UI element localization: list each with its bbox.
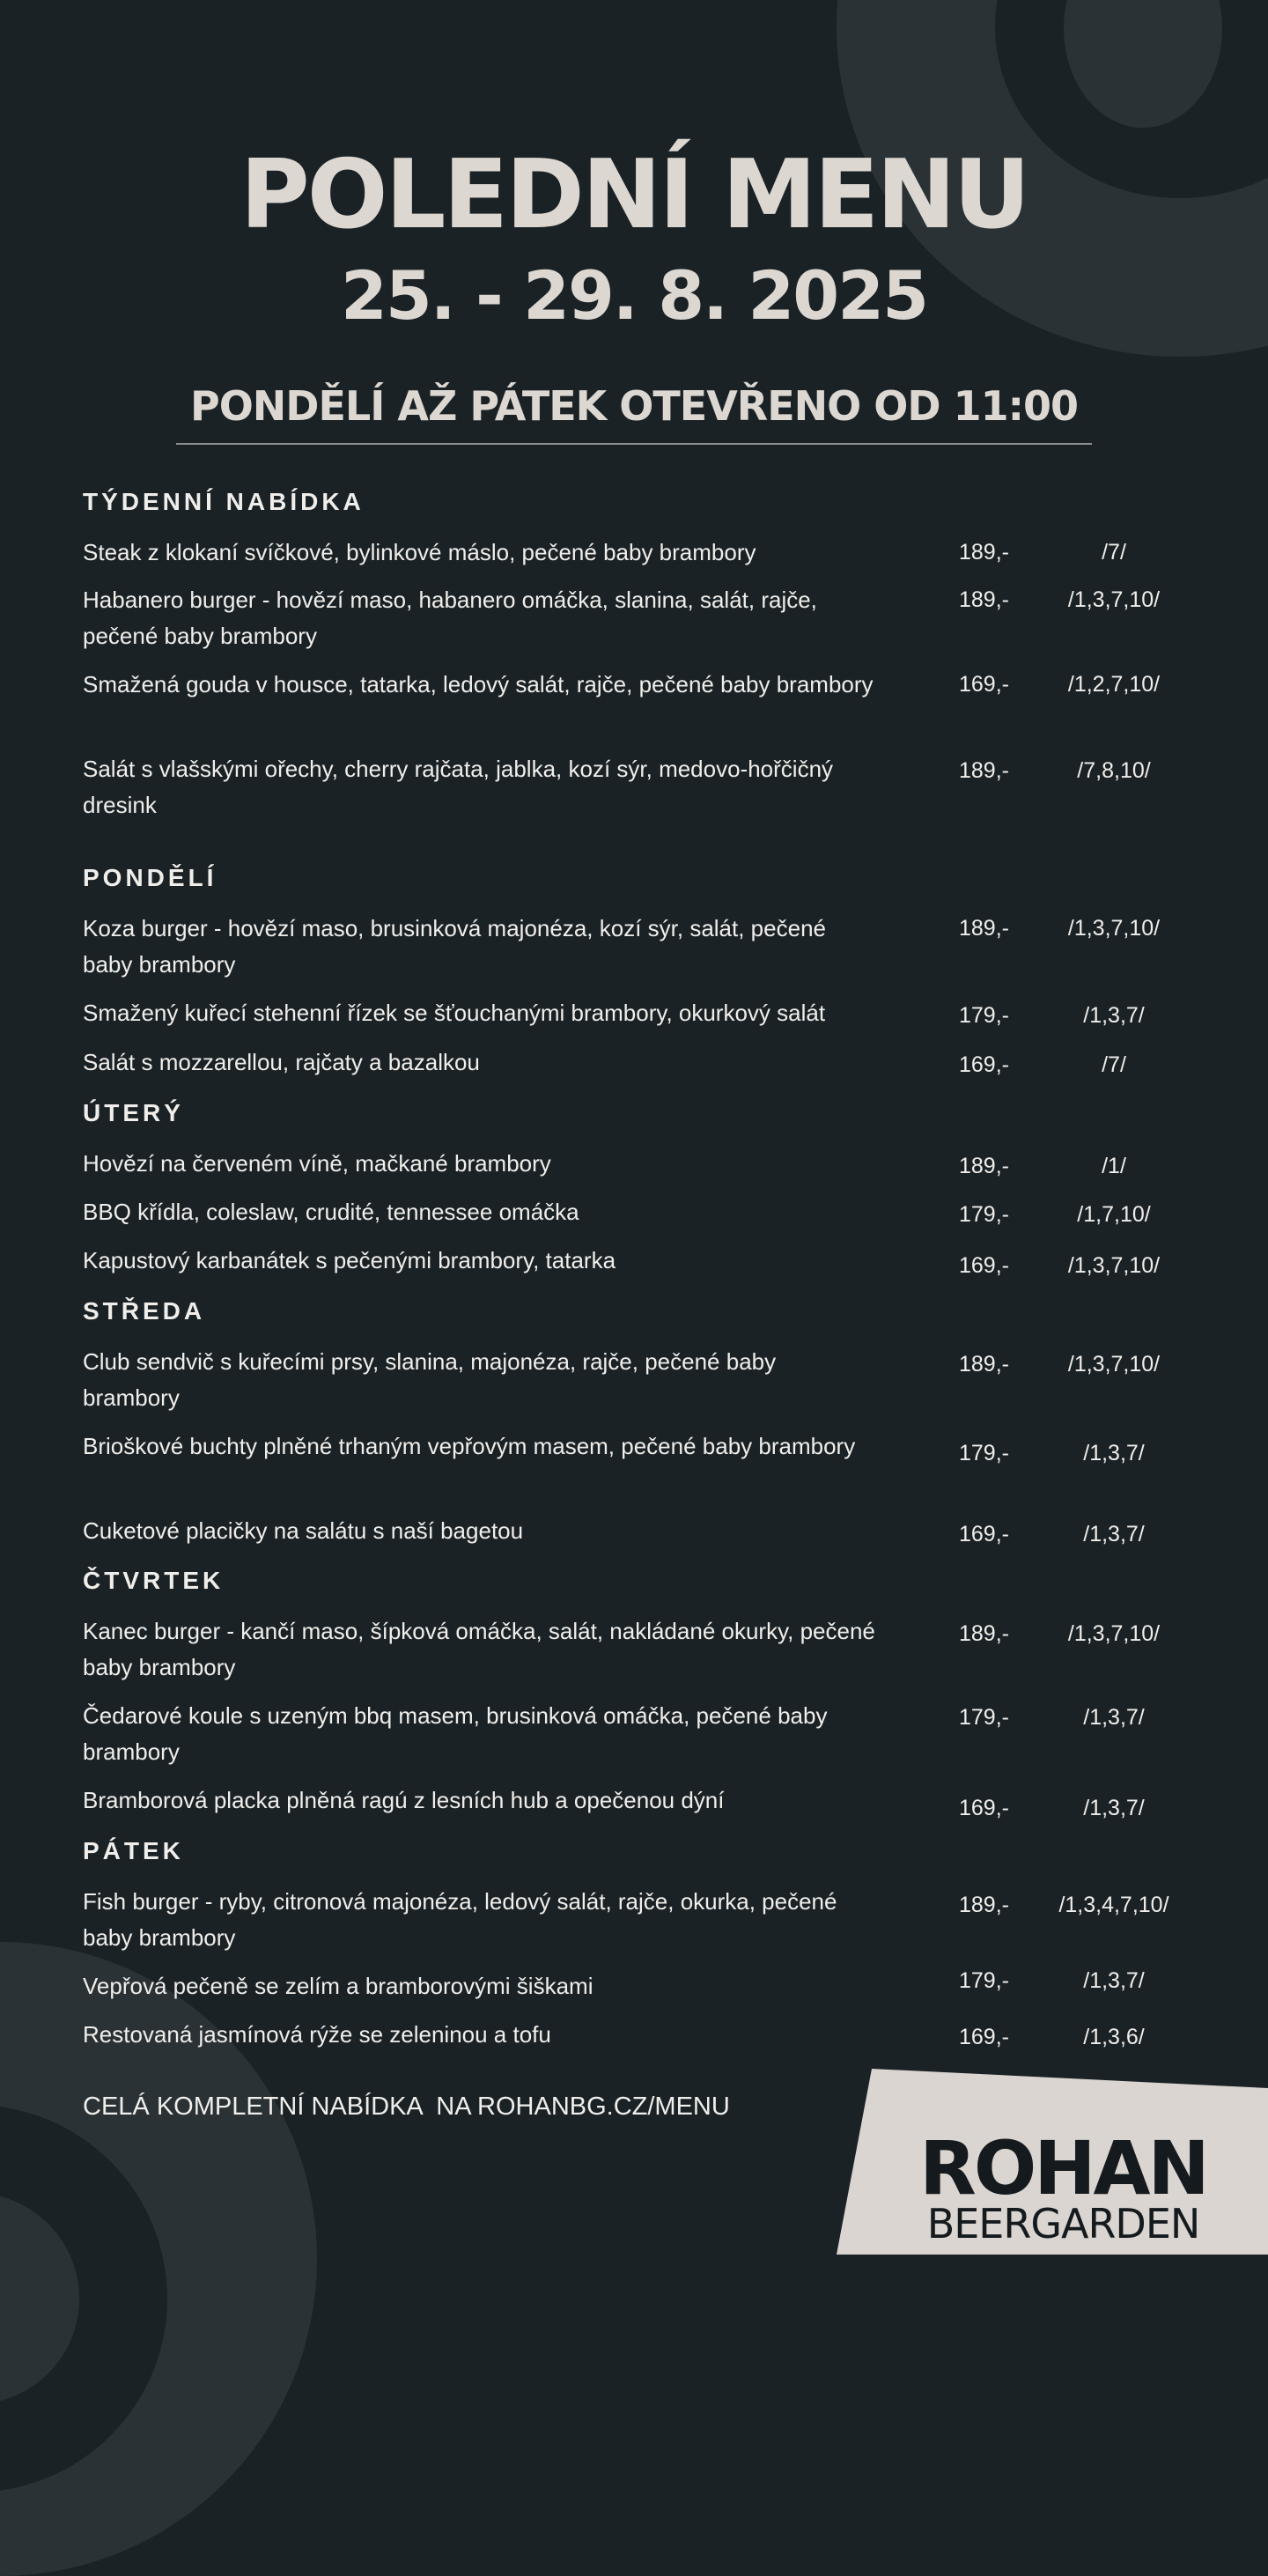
menu-item-price: 189,-: [959, 1154, 1009, 1178]
menu-item-price: 189,-: [959, 1352, 1009, 1377]
menu-item-description: Fish burger - ryby, citronová majonéza, ledový salát, rajče, okurka, pečené baby brambory: [83, 1888, 837, 1951]
menu-item-allergens: /1,3,7/: [1083, 1796, 1145, 1820]
menu-item-price: 169,-: [959, 672, 1009, 697]
menu-item-price: 189,-: [959, 540, 1009, 565]
menu-item-price: 169,-: [959, 1253, 1009, 1278]
menu-item-allergens: /1/: [1102, 1154, 1126, 1178]
menu-item-allergens: /1,3,4,7,10/: [1058, 1893, 1169, 1917]
menu-item-description: Salát s mozzarellou, rajčaty a bazalkou: [83, 1049, 480, 1075]
menu-item-description: Habanero burger - hovězí maso, habanero omáčka, slanina, salát, rajče, pečené baby brambory: [83, 587, 817, 649]
menu-item-price: 179,-: [959, 1441, 1009, 1465]
menu-item-price: 189,-: [959, 916, 1009, 941]
menu-item-price: 189,-: [959, 758, 1009, 783]
logo: ROHAN: [919, 2125, 1207, 2211]
menu-item-price: 179,-: [959, 1202, 1009, 1227]
menu-item-description: Smažená gouda v housce, tatarka, ledový salát, rajče, pečené baby brambory: [83, 671, 874, 698]
section-heading: ÚTERÝ: [83, 1099, 184, 1126]
menu-item-allergens: /7/: [1102, 540, 1126, 565]
menu-item-price: 189,-: [959, 1621, 1009, 1646]
menu-item-price: 169,-: [959, 1052, 1009, 1077]
menu-item-description: Kapustový karbanátek s pečenými brambory, tatarka: [83, 1247, 616, 1273]
menu-item-price: 169,-: [959, 1522, 1009, 1546]
menu-item-allergens: /1,7,10/: [1077, 1202, 1151, 1227]
menu-item-price: 169,-: [959, 2025, 1009, 2049]
menu-item-description: Kanec burger - kančí maso, šípková omáčka, salát, nakládané okurky, pečené baby brambory: [83, 1618, 875, 1680]
menu-item-description: Restovaná jasmínová rýže se zeleninou a tofu: [83, 2021, 551, 2048]
menu-item-allergens: /1,3,7/: [1083, 1705, 1145, 1730]
menu-item-description: Vepřová pečeně se zelím a bramborovými šiškami: [83, 1973, 593, 1999]
full-menu-link-text: CELÁ KOMPLETNÍ NABÍDKA NA ROHANBG.CZ/MENU: [83, 2093, 730, 2121]
menu-item-price: 189,-: [959, 1893, 1009, 1917]
menu-item-description: Salát s vlašskými ořechy, cherry rajčata, jablka, kozí sýr, medovo-hořčičný dresink: [83, 756, 834, 818]
menu-item-allergens: /1,3,7,10/: [1067, 1253, 1161, 1278]
menu-dates: 25. - 29. 8. 2025: [341, 256, 927, 335]
menu-item-description: Steak z klokaní svíčkové, bylinkové máslo, pečené baby brambory: [83, 539, 756, 565]
menu-item-allergens: /1,3,7,10/: [1067, 1352, 1161, 1377]
menu-item-description: Bramborová placka plněná ragú z lesních hub a opečenou dýní: [83, 1787, 725, 1813]
logo-subtitle: BEERGARDEN: [926, 2200, 1200, 2248]
menu-item-price: 169,-: [959, 1796, 1009, 1820]
menu-item-description: Club sendvič s kuřecími prsy, slanina, majonéza, rajče, pečené baby brambory: [83, 1348, 777, 1411]
menu-item-allergens: /7/: [1102, 1052, 1126, 1077]
menu-item-allergens: /1,3,7,10/: [1067, 587, 1161, 612]
section-heading: ČTVRTEK: [83, 1567, 225, 1594]
menu-item-description: Brioškové buchty plněné trhaným vepřovým masem, pečené baby brambory: [83, 1433, 856, 1459]
menu-item-description: Čedarové koule s uzeným bbq masem, brusinková omáčka, pečené baby brambory: [83, 1702, 828, 1765]
menu-item-allergens: /1,3,6/: [1083, 2025, 1145, 2049]
section-heading: PÁTEK: [83, 1837, 184, 1864]
menu-item-description: Smažený kuřecí stehenní řízek se šťouchanými brambory, okurkový salát: [83, 1000, 826, 1026]
menu-item-description: Hovězí na červeném víně, mačkané brambory: [83, 1150, 551, 1177]
section-heading: TÝDENNÍ NABÍDKA: [83, 488, 365, 515]
menu-item-description: Koza burger - hovězí maso, brusinková majonéza, kozí sýr, salát, pečené baby brambory: [83, 915, 826, 978]
menu-item-description: BBQ křídla, coleslaw, crudité, tennessee omáčka: [83, 1199, 579, 1225]
menu-item-allergens: /7,8,10/: [1077, 758, 1151, 783]
menu-item-price: 179,-: [959, 1705, 1009, 1730]
menu-item-description: Cuketové placičky na salátu s naší bagetou: [83, 1517, 524, 1544]
menu-item-allergens: /1,3,7/: [1083, 1441, 1145, 1465]
menu-item-allergens: /1,2,7,10/: [1067, 672, 1161, 697]
menu-item-allergens: /1,3,7/: [1083, 1968, 1145, 1993]
menu-item-allergens: /1,3,7/: [1083, 1522, 1145, 1546]
section-heading: STŘEDA: [83, 1297, 206, 1325]
opening-hours: PONDĚLÍ AŽ PÁTEK OTEVŘENO OD 11:00: [189, 382, 1078, 430]
menu-item-allergens: /1,3,7/: [1083, 1003, 1145, 1028]
divider: [176, 443, 1092, 445]
page-title: POLEDNÍ MENU: [240, 140, 1028, 250]
menu-item-allergens: /1,3,7,10/: [1067, 1621, 1161, 1646]
menu-item-price: 179,-: [959, 1003, 1009, 1028]
menu-item-price: 179,-: [959, 1968, 1009, 1993]
menu-item-allergens: /1,3,7,10/: [1067, 916, 1161, 941]
menu-item-price: 189,-: [959, 587, 1009, 612]
section-heading: PONDĚLÍ: [83, 864, 217, 891]
